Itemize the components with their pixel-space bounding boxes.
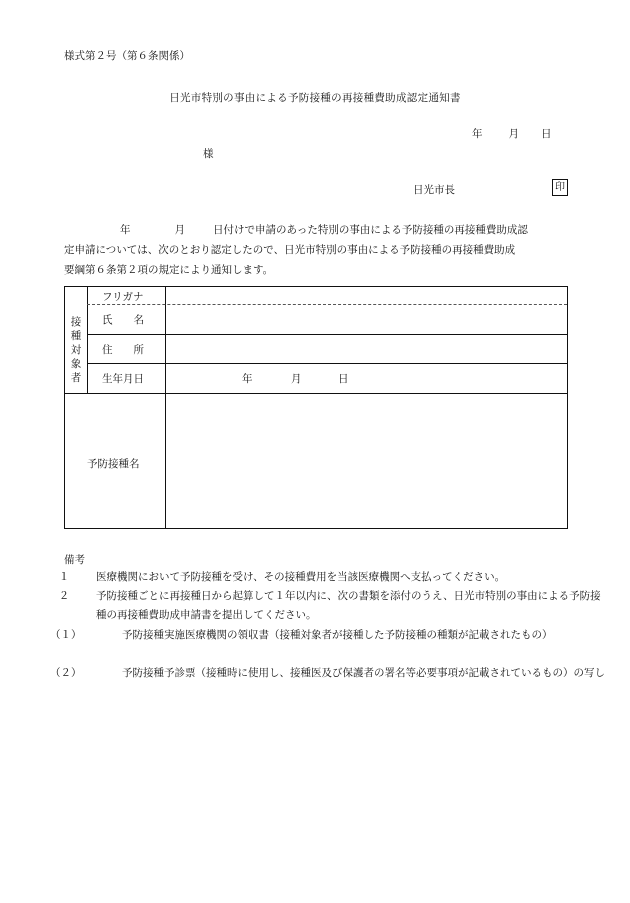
applicant-table [64,286,568,529]
remarks-heading: 備考 [64,554,85,566]
remark-number: １ [58,571,70,583]
name-label: 氏 名 [102,314,144,326]
remark-subtext: 予防接種予診票（接種時に使用し、接種医及び保護者の署名等必要事項が記載されているもの）の写し [122,667,605,679]
remark-subnumber: （２） [50,667,82,679]
form-number: 様式第２号（第６条関係） [64,50,190,62]
remark-subitem-2 [50,664,628,683]
remark-subnumber: （１） [50,629,82,641]
table-divider [87,287,88,393]
remark-text: 医療機関において予防接種を受け、その接種費用を当該医療機関へ支払ってください。 [96,571,506,583]
document-title: 日光市特別の事由による予防接種の再接種費助成認定通知書 [169,92,461,104]
birth-month: 月 [291,373,302,385]
date-year: 年 [472,128,483,140]
notice-body [64,220,569,280]
remark-number: ２ [58,590,70,602]
birthdate-label: 生年月日 [102,373,144,385]
remark-text: 予防接種ごとに再接種日から起算して１年以内に、次の書類を添付のうえ、日光市特別の事由による予防接種の再接種費助成申請書を提出してください。 [96,590,601,621]
table-divider [165,287,166,528]
furigana-label: フリガナ [102,291,144,303]
seal-mark: 印 [552,179,568,196]
body-month: 月 [174,224,185,236]
target-person-label: 接 種 対 象 者 [70,316,82,384]
remark-subitem-1 [50,626,628,645]
table-divider [87,363,567,364]
birth-year: 年 [242,373,253,385]
date-day: 日 [541,128,552,140]
body-year: 年 [120,224,131,236]
remark-item-1 [58,568,602,587]
issuer: 日光市長 [413,184,455,196]
body-line-1 [64,220,569,240]
table-divider [65,393,567,394]
remark-subtext: 予防接種実施医療機関の領収書（接種対象者が接種した予防接種の種類が記載されたもの） [122,629,553,641]
body-line-3: 要綱第６条第２項の規定により通知します。 [64,264,274,276]
addressee-suffix: 様 [203,148,214,160]
birth-day: 日 [338,373,349,385]
vaccine-name-label: 予防接種名 [87,458,140,470]
remark-item-2 [58,587,602,625]
table-divider [87,334,567,335]
date-month: 月 [508,128,519,140]
body-line-2: 定申請については、次のとおり認定したので、日光市特別の事由による予防接種の再接種費助成 [64,244,516,256]
address-label: 住 所 [102,344,144,356]
body-line1-text: 日付けで申請のあった特別の事由による予防接種の再接種費助成認 [213,224,528,236]
furigana-divider [87,304,567,305]
date-header [472,126,552,141]
